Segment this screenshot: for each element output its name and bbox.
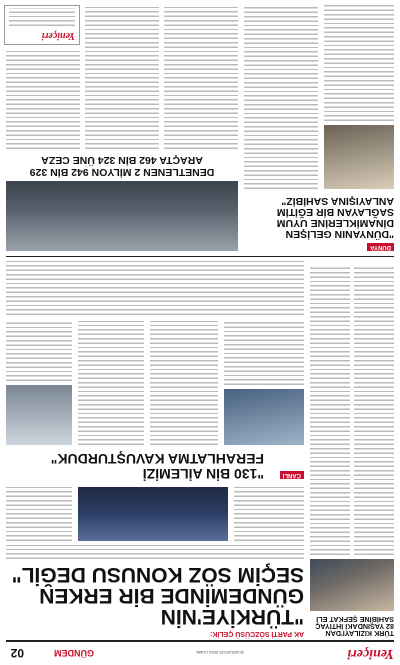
- second-body-4: [6, 321, 72, 381]
- footer-logo-box: [4, 5, 80, 45]
- lead-headline: "TÜRKİYE'NİN GÜNDEMİNDE BİR ERKEN SEÇİM SÖZ KONUSU DEĞİL": [11, 563, 304, 628]
- education-badge: DÜNYA: [367, 243, 394, 251]
- second-body-1: [224, 321, 304, 385]
- traffic-body-1: [164, 5, 238, 149]
- education-story: [244, 5, 394, 251]
- lead-story: [6, 487, 304, 637]
- right-column-body: [6, 261, 304, 315]
- page-number: 02: [10, 646, 24, 660]
- education-headline: "DÜNYANIN GELİŞEN DİNAMİKLERİNE UYUM SAĞLAYAN BİR EĞİTİM ANLAYIŞINA SAHİBİZ": [276, 195, 394, 240]
- second-body-3: [78, 321, 144, 445]
- lead-body-2: [6, 487, 72, 541]
- second-body-2: [150, 321, 218, 445]
- second-story: [6, 321, 304, 481]
- masthead: [6, 643, 394, 661]
- lead-photo: [78, 487, 228, 541]
- traffic-body-3: [6, 49, 80, 149]
- second-photo-2: [6, 385, 72, 445]
- second-photo: [224, 389, 304, 445]
- left-column-headline: TÜRK KIZILAYI'DAN 82 YAŞINDAKİ İHTİYAÇ SAHİBİNE ŞEFKAT ELİ: [315, 614, 394, 638]
- masthead-date: 30 AĞUSTOS 2024 CUMA: [196, 650, 244, 655]
- lead-body-1: [234, 487, 304, 541]
- left-column-body-2: [310, 265, 350, 555]
- masthead-logo: Yeniçeri: [347, 646, 394, 661]
- traffic-headline: DENETLENEN 2 MİLYON 942 BİN 329 ARAÇTA 462 BİN 324 ÜNE CEZA: [29, 154, 215, 178]
- masthead-rule: [6, 641, 394, 643]
- traffic-photo: [6, 181, 238, 251]
- second-headline: "130 BİN AİLEMİZİ FERAHLATMA KAVUŞTURDUK": [50, 451, 264, 482]
- right-column: [6, 259, 304, 315]
- section-name: GÜNDEM: [54, 648, 94, 658]
- left-column-body: [354, 265, 394, 555]
- traffic-body-2: [85, 5, 159, 149]
- traffic-story: [6, 5, 238, 251]
- lead-deck: [6, 545, 304, 559]
- education-body-1: [244, 5, 318, 189]
- mid-rule: [6, 256, 394, 257]
- footer-imprint: [9, 8, 75, 26]
- second-badge: CANLI: [280, 471, 304, 479]
- lead-kicker: AK PARTİ SÖZCÜSÜ ÇELİK:: [210, 630, 304, 637]
- left-column: [310, 262, 394, 637]
- education-body-2: [324, 5, 394, 121]
- footer-logo: Yeniçeri: [41, 30, 75, 41]
- left-column-photo: [310, 559, 394, 611]
- education-photo: [324, 125, 394, 189]
